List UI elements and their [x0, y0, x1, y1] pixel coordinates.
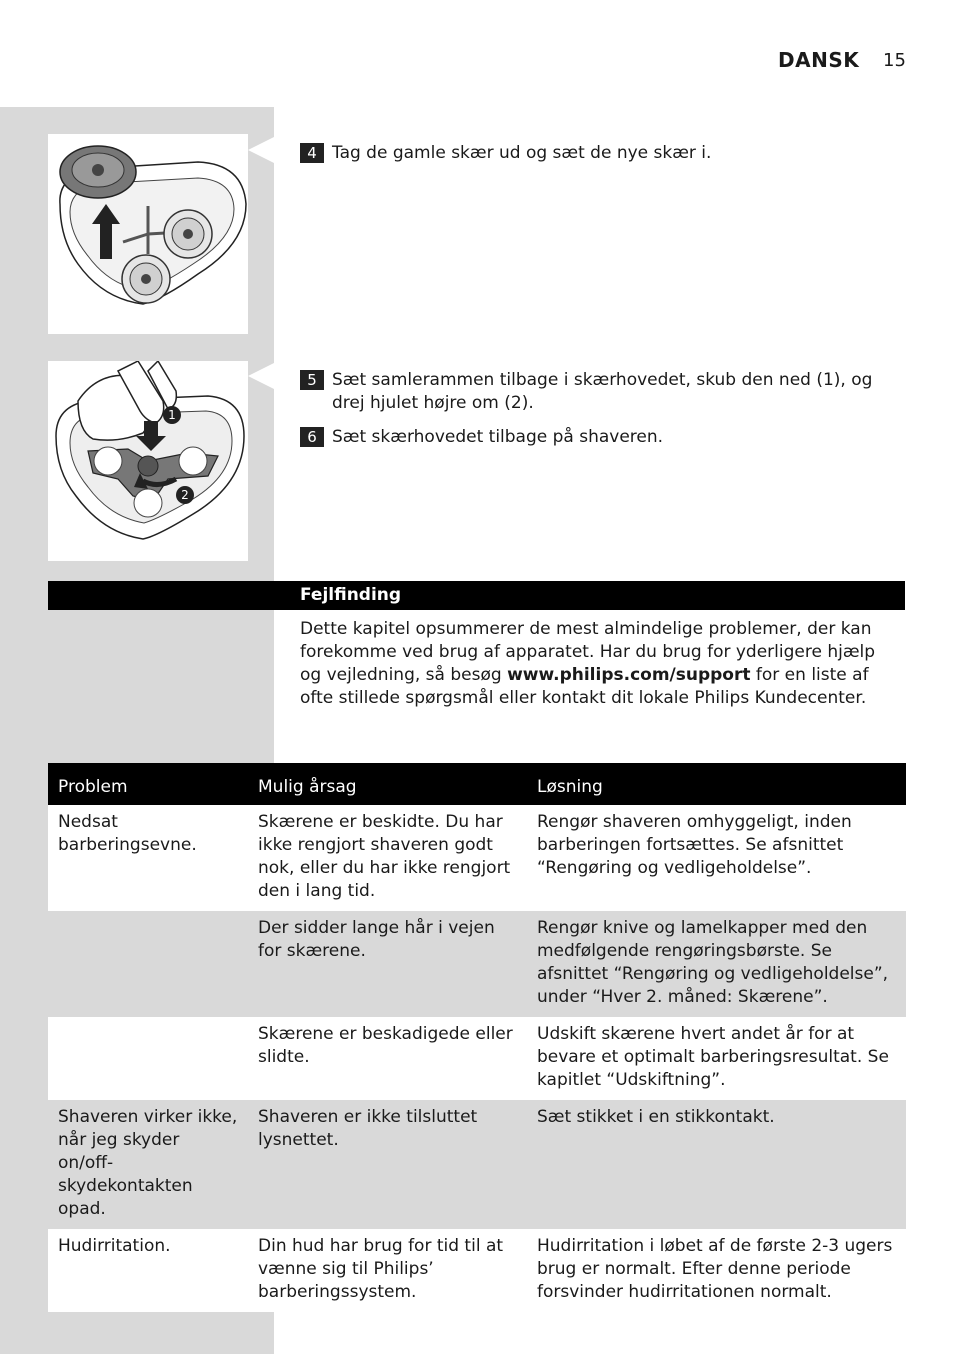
support-link[interactable]: www.philips.com/support — [507, 665, 751, 685]
step-text: Tag de gamle skær ud og sæt de nye skær i. — [332, 143, 712, 163]
solution-cell: Sæt stikket i en stikkontakt. — [527, 1100, 906, 1229]
problem-cell — [48, 1017, 248, 1100]
illustration-remove-cutters — [48, 134, 248, 334]
page-number: 15 — [883, 50, 906, 71]
callout-2-label: 2 — [181, 488, 189, 502]
table-row — [48, 1100, 906, 1229]
step-text: Sæt skærhovedet tilbage på shaveren. — [332, 427, 664, 447]
column-header-problem: Problem — [48, 763, 248, 805]
illustration-insert-frame — [48, 361, 248, 561]
column-header-cause: Mulig årsag — [248, 763, 527, 805]
section-title: Fejlfinding — [300, 585, 402, 605]
problem-cell: Shaveren virker ikke, når jeg skyder on/off-skydekontakten opad. — [48, 1100, 248, 1229]
cause-cell: Shaveren er ikke tilsluttet lysnettet. — [248, 1100, 527, 1229]
step-number: 6 — [300, 427, 324, 447]
problem-cell — [48, 911, 248, 1017]
step-4 — [300, 142, 900, 165]
table-row — [48, 1017, 906, 1100]
intro-text: Dette kapitel opsummerer de mest almindelige problemer, der kan forekomme ved brug af apparatet. Har du brug for yderligere hjælp og vejledning, så besøg — [300, 619, 876, 685]
step-6 — [300, 426, 900, 449]
step-5 — [300, 369, 885, 415]
section-intro — [300, 618, 890, 710]
troubleshooting-table — [48, 763, 906, 1312]
solution-cell: Udskift skærene hvert andet år for at bevare et optimalt barberingsresultat. Se kapitlet “Udskiftning”. — [527, 1017, 906, 1100]
table-row — [48, 911, 906, 1017]
figure-pointer — [248, 137, 274, 163]
problem-cell: Nedsat barberingsevne. — [48, 805, 248, 911]
cause-cell: Din hud har brug for tid til at vænne sig til Philips’ barberingssystem. — [248, 1229, 527, 1312]
cause-cell: Der sidder lange hår i vejen for skærene. — [248, 911, 527, 1017]
intro-text-end: for en liste af ofte stillede spørgsmål eller kontakt dit lokale Philips Kundecenter. — [300, 665, 869, 708]
table-row — [48, 805, 906, 911]
step-text: Sæt samlerammen tilbage i skærhovedet, skub den ned (1), og drej hjulet højre om (2). — [332, 370, 873, 413]
solution-cell: Rengør shaveren omhyggeligt, inden barberingen fortsættes. Se afsnittet “Rengøring og vedligeholdelse”. — [527, 805, 906, 911]
problem-cell: Hudirritation. — [48, 1229, 248, 1312]
callout-1-label: 1 — [168, 408, 176, 422]
section-header-bar — [48, 581, 905, 610]
table-row — [48, 1229, 906, 1312]
cause-cell: Skærene er beskidte. Du har ikke rengjort shaveren godt nok, eller du har ikke rengjort den i lang tid. — [248, 805, 527, 911]
step-number: 4 — [300, 143, 324, 163]
column-header-solution: Løsning — [527, 763, 906, 805]
step-number: 5 — [300, 370, 324, 390]
figure-pointer — [248, 363, 274, 389]
solution-cell: Rengør knive og lamelkapper med den medfølgende rengøringsbørste. Se afsnittet “Rengøring og vedligeholdelse”, under “Hver 2. måned: Skærene”. — [527, 911, 906, 1017]
language-heading: DANSK — [778, 48, 860, 72]
solution-cell: Hudirritation i løbet af de første 2-3 ugers brug er normalt. Efter denne periode forsvinder hudirritationen normalt. — [527, 1229, 906, 1312]
table-header-row — [48, 763, 906, 805]
cause-cell: Skærene er beskadigede eller slidte. — [248, 1017, 527, 1100]
